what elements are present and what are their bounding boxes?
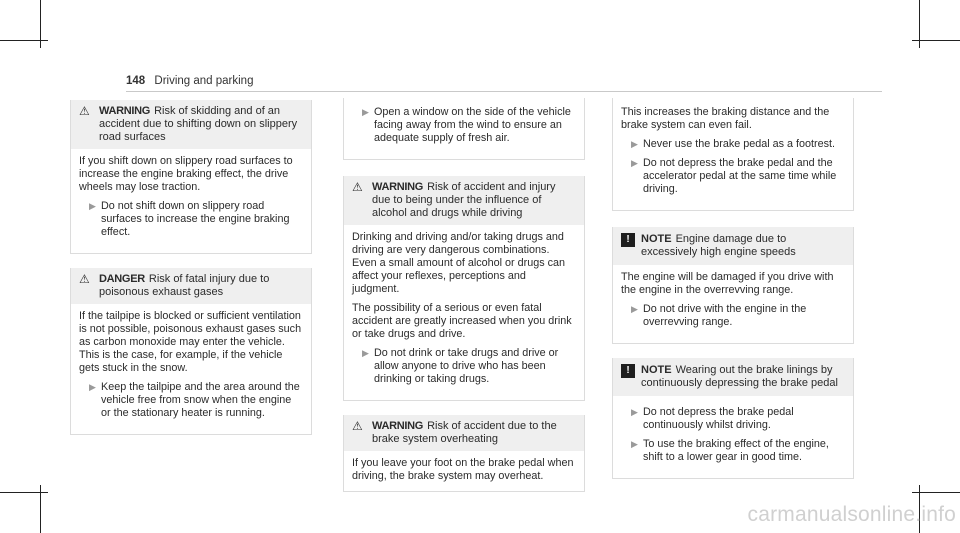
warning-text: The possibility of a serious or even fatal accident are greatly increased when you drink or take drugs and drive.: [352, 302, 572, 340]
warning-text: If you shift down on slippery road surfaces to increase the engine braking effect, the drive wheels may lose traction.: [79, 155, 293, 193]
warning-label: WARNING: [99, 105, 151, 117]
list-item: [621, 138, 845, 151]
note-label: NOTE: [641, 233, 672, 245]
warning-header: [344, 415, 584, 451]
danger-header: [71, 268, 311, 304]
watermark-text: carmanualsonline.info: [747, 503, 956, 526]
warning-text: Drinking and driving and/or taking drugs and driving are very dangerous combinations. Even a small amount of alcohol or drugs can affect your reflexes, perceptions and judgment.: [352, 231, 566, 295]
continued-box: [612, 98, 854, 211]
list-item: [79, 200, 303, 239]
warning-header: [344, 176, 584, 225]
list-item: [621, 438, 845, 464]
warning-box-alcohol: [343, 176, 585, 401]
page-number: 148: [126, 75, 146, 87]
note-box-brake-linings: [612, 358, 854, 479]
warning-title: Risk of skidding and of an accident due to shifting down on slippery road surfaces: [99, 105, 298, 143]
warning-label: WARNING: [372, 420, 424, 432]
exclamation-box-icon: !: [621, 233, 635, 247]
header-divider: [126, 91, 882, 92]
list-item-text: Keep the tailpipe and the area around the vehicle free from snow when the engine or the stationary heater is running.: [101, 381, 300, 419]
column-right: [612, 98, 854, 493]
crop-mark: [912, 492, 960, 493]
danger-label: DANGER: [99, 273, 145, 285]
warning-triangle-icon: ⚠: [79, 104, 90, 118]
danger-title: Risk of fatal injury due to poisonous exhaust gases: [99, 273, 270, 298]
list-item-text: Do not drive with the engine in the overrevving range.: [643, 303, 807, 328]
warning-title: Risk of accident and injury due to being under the influence of alcohol and drugs while driving: [372, 181, 556, 219]
column-left: [70, 100, 312, 449]
note-text: The engine will be damaged if you drive with the engine in the overrevving range.: [621, 271, 834, 296]
list-item: [352, 347, 576, 386]
note-title: Wearing out the brake linings by continuously depressing the brake pedal: [641, 364, 838, 389]
warning-text: If you leave your foot on the brake pedal when driving, the brake system may overheat.: [352, 457, 574, 482]
list-item-text: Never use the brake pedal as a footrest.: [643, 138, 836, 150]
danger-box-exhaust: [70, 268, 312, 435]
list-item: [621, 303, 845, 329]
crop-mark: [0, 40, 48, 41]
list-item-text: Open a window on the side of the vehicle facing away from the wind to ensure an adequate supply of fresh air.: [374, 106, 571, 144]
arrow-right-icon: ▶: [631, 407, 638, 417]
warning-header: [71, 100, 311, 149]
continued-box: [343, 98, 585, 160]
warning-triangle-icon: ⚠: [79, 272, 90, 286]
crop-mark: [912, 40, 960, 41]
arrow-right-icon: ▶: [631, 139, 638, 149]
note-box-engine-speed: [612, 227, 854, 344]
crop-mark: [0, 492, 48, 493]
exclamation-box-icon: !: [621, 364, 635, 378]
column-middle: [343, 98, 585, 506]
note-header: [613, 358, 853, 396]
warning-label: WARNING: [372, 181, 424, 193]
continued-text: This increases the braking distance and the brake system can even fail.: [621, 106, 830, 131]
note-header: [613, 227, 853, 265]
list-item-text: To use the braking effect of the engine, shift to a lower gear in good time.: [643, 438, 829, 463]
arrow-right-icon: ▶: [89, 201, 96, 211]
warning-title: Risk of accident due to the brake system overheating: [372, 420, 557, 445]
warning-box-skidding: [70, 100, 312, 254]
note-title: Engine damage due to excessively high engine speeds: [641, 233, 796, 258]
page-header: [126, 75, 253, 87]
list-item-text: Do not depress the brake pedal continuously whilst driving.: [643, 406, 794, 431]
section-title: Driving and parking: [154, 75, 254, 87]
warning-box-brake-overheat: [343, 415, 585, 492]
arrow-right-icon: ▶: [362, 107, 369, 117]
list-item-text: Do not drink or take drugs and drive or allow anyone to drive who has been drinking or taking drugs.: [374, 347, 559, 385]
list-item: [621, 157, 845, 196]
danger-text: If the tailpipe is blocked or sufficient ventilation is not possible, poisonous exhaust gases such as carbon monoxide may enter the vehicle. This is the case, for example, if the vehicle gets stuck in the snow.: [79, 310, 302, 374]
arrow-right-icon: ▶: [631, 304, 638, 314]
list-item: [621, 406, 845, 432]
arrow-right-icon: ▶: [362, 348, 369, 358]
warning-triangle-icon: ⚠: [352, 180, 363, 194]
list-item-text: Do not depress the brake pedal and the accelerator pedal at the same time while driving.: [643, 157, 837, 195]
list-item: [352, 106, 576, 145]
list-item-text: Do not shift down on slippery road surfaces to increase the engine braking effect.: [101, 200, 290, 238]
warning-triangle-icon: ⚠: [352, 419, 363, 433]
note-label: NOTE: [641, 364, 672, 376]
arrow-right-icon: ▶: [631, 158, 638, 168]
arrow-right-icon: ▶: [89, 382, 96, 392]
list-item: [79, 381, 303, 420]
arrow-right-icon: ▶: [631, 439, 638, 449]
